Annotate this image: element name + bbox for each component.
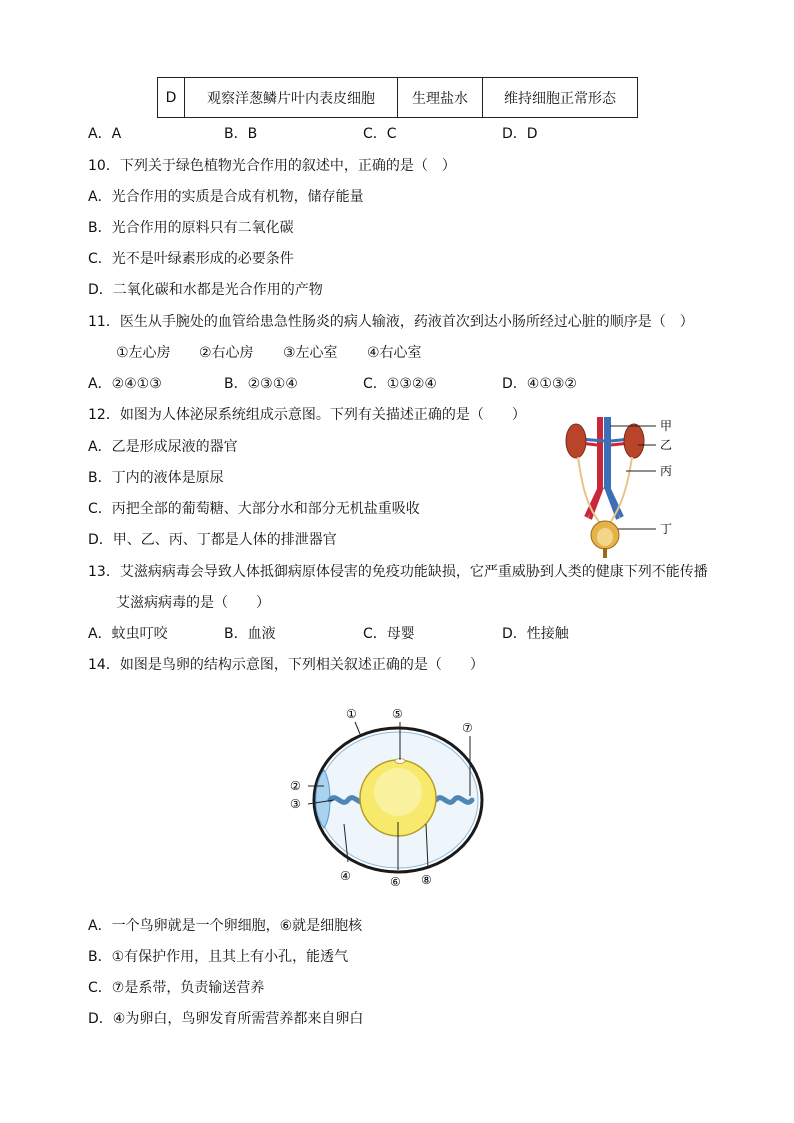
egg-label-6: ⑥ [390,875,401,889]
q13-stem-line1: 13．艾滋病病毒会导致人体抵御病原体侵害的免疫功能缺损，它严重威胁到人类的健康下列不能传播 [88,564,708,580]
label-ding: 丁 [660,522,673,536]
q11-option-a[interactable]: A．②④①③ [88,376,162,392]
q11-option-c[interactable]: C．①③②④ [363,376,437,392]
q12-option-d[interactable]: D．甲、乙、丙、丁都是人体的排泄器官 [88,532,337,548]
options-table [157,77,638,118]
q12-option-c[interactable]: C．丙把全部的葡萄糖、大部分水和部分无机盐重吸收 [88,501,420,517]
q13-stem-line2: 艾滋病病毒的是（ ） [116,595,270,611]
q10-option-b[interactable]: B．光合作用的原料只有二氧化碳 [88,220,294,236]
q10-stem: 10．下列关于绿色植物光合作用的叙述中，正确的是（ ） [88,158,456,174]
vein-vessel [604,417,611,489]
artery-vessel [597,417,603,489]
q10-option-a[interactable]: A．光合作用的实质是合成有机物，储存能量 [88,189,364,205]
q11-item-2: ②右心房 [199,345,254,361]
egg-label-2: ② [290,779,301,793]
row-reagent: 生理盐水 [398,78,483,118]
row-experiment: 观察洋葱鳞片叶内表皮细胞 [185,78,398,118]
q11-item-4: ④右心室 [367,345,422,361]
q10-option-d[interactable]: D．二氧化碳和水都是光合作用的产物 [88,282,323,298]
table-row [158,78,638,118]
egg-label-8: ⑧ [421,873,432,887]
label-jia: 甲 [660,419,673,433]
q12-stem: 12．如图为人体泌尿系统组成示意图。下列有关描述正确的是（ ） [88,407,526,423]
q14-option-c[interactable]: C．⑦是系带，负责输送营养 [88,980,265,996]
q13-option-d[interactable]: D．性接触 [502,626,569,642]
left-kidney [566,424,586,458]
q11-option-d[interactable]: D．④①③② [502,376,577,392]
q13-option-c[interactable]: C．母婴 [363,626,415,642]
q11-option-b[interactable]: B．②③①④ [224,376,298,392]
q9-option-a[interactable]: A．A [88,126,122,142]
label-bing: 丙 [660,464,673,478]
bird-egg-figure [280,700,500,895]
q11-stem: 11．医生从手腕处的血管给患急性肠炎的病人输液，药液首次到达小肠所经过心脏的顺序是（ ） [88,314,694,330]
q9-option-b[interactable]: B．B [224,126,258,142]
q10-option-c[interactable]: C．光不是叶绿素形成的必要条件 [88,251,294,267]
label-yi: 乙 [660,438,673,452]
q11-item-3: ③左心室 [283,345,338,361]
q14-option-d[interactable]: D．④为卵白，鸟卵发育所需营养都来自卵白 [88,1011,364,1027]
egg-label-5: ⑤ [392,707,403,721]
egg-label-7: ⑦ [462,721,473,735]
row-letter: D [158,78,185,118]
q12-option-a[interactable]: A．乙是形成尿液的器官 [88,439,238,455]
right-kidney [624,424,644,458]
q9-option-c[interactable]: C．C [363,126,397,142]
q12-option-b[interactable]: B．丁内的液体是原尿 [88,470,224,486]
q14-option-a[interactable]: A．一个鸟卵就是一个卵细胞，⑥就是细胞核 [88,918,363,934]
q13-option-a[interactable]: A．蚊虫叮咬 [88,626,168,642]
egg-label-1: ① [346,707,357,721]
q14-option-b[interactable]: B．①有保护作用，且其上有小孔，能透气 [88,949,349,965]
row-purpose: 维持细胞正常形态 [483,78,638,118]
q11-item-1: ①左心房 [116,345,171,361]
urinary-system-figure [560,415,680,560]
q14-stem: 14．如图是鸟卵的结构示意图，下列相关叙述正确的是（ ） [88,657,484,673]
q9-option-d[interactable]: D．D [502,126,538,142]
q13-option-b[interactable]: B．血液 [224,626,276,642]
egg-label-4: ④ [340,869,351,883]
egg-label-3: ③ [290,797,301,811]
